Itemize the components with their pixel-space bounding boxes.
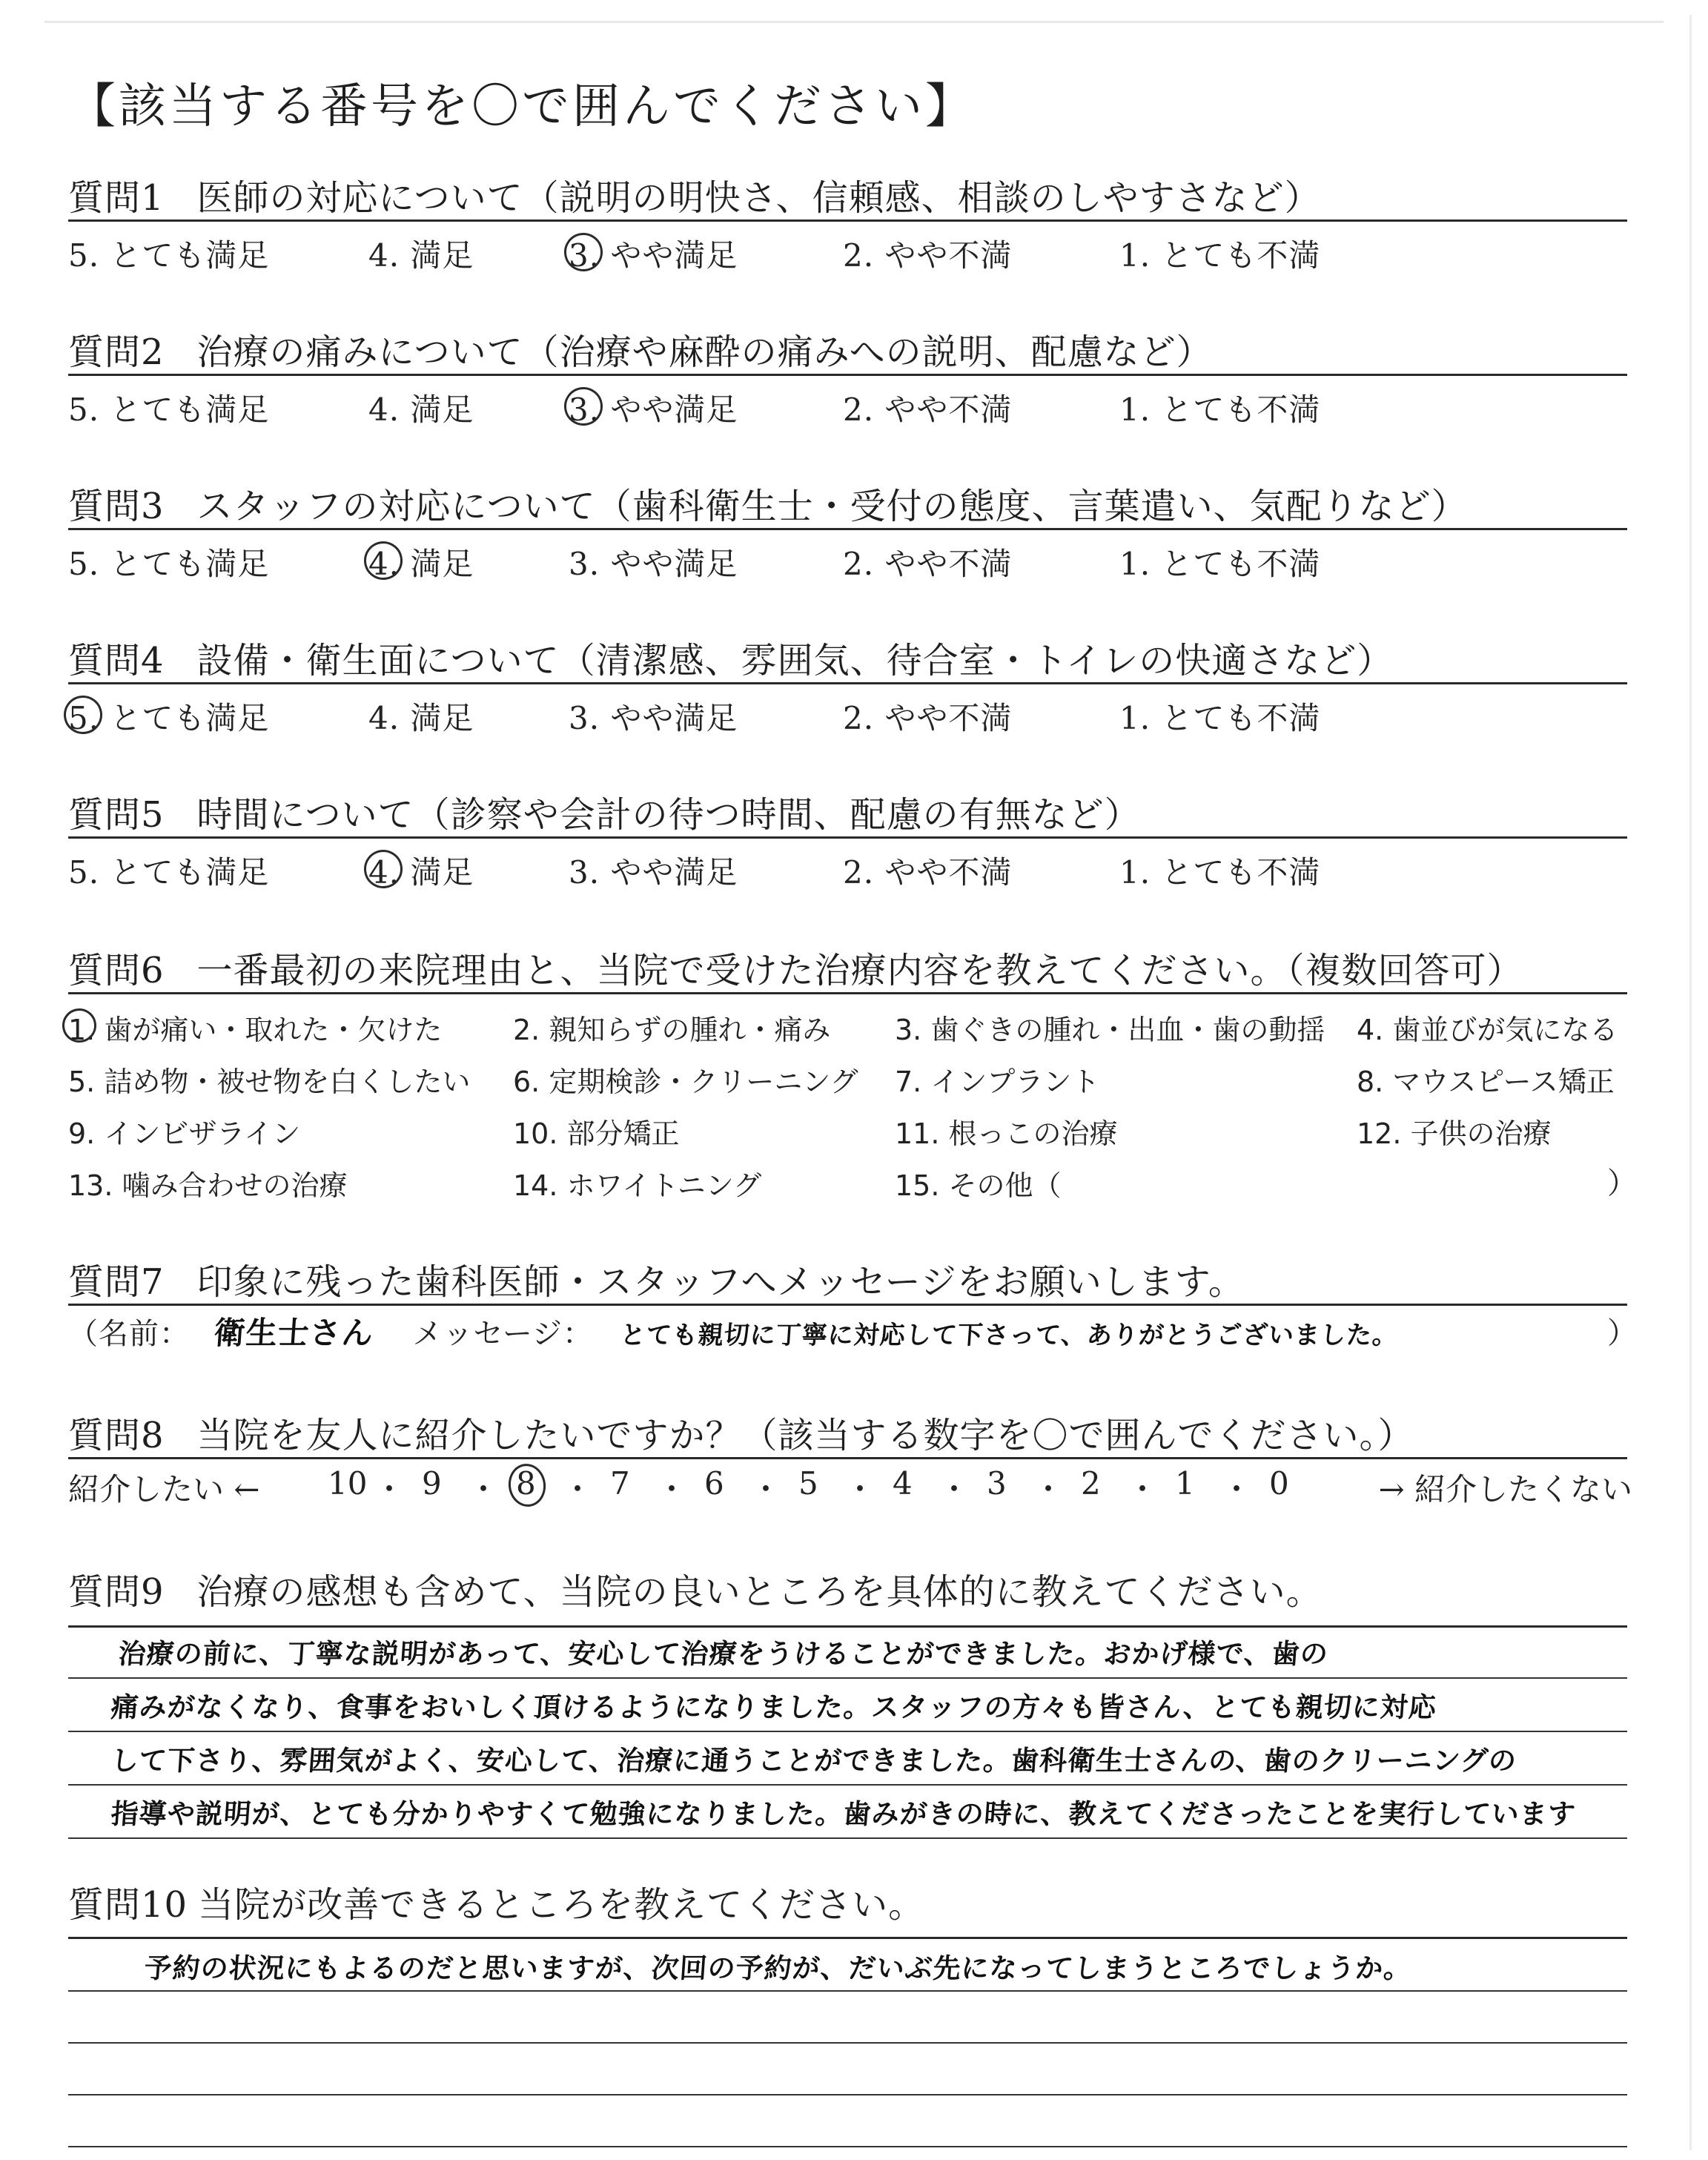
q7-name-value[interactable]: 衛生士さん [212,1315,375,1351]
q3-option-5[interactable]: 5. とても満足 [68,546,270,582]
q3-option-1[interactable]: 1. とても不満 [1119,546,1321,582]
q7-close-paren: ） [1607,1316,1637,1350]
q2-option-3[interactable]: 3. やや満足 [569,386,738,430]
q8-scale-4[interactable]: 4 [893,1465,913,1502]
q6-item-label: 7. インプラント [895,1066,1100,1098]
q9-answer-rule [68,1837,1627,1839]
selection-circle [562,385,606,429]
q8-separator: ・ [1221,1471,1253,1507]
q8-separator: ・ [844,1471,876,1507]
q7-name-label: （名前： [68,1317,190,1351]
selection-circle [62,693,105,737]
q6-item-label: 8. マウスピース矯正 [1357,1066,1615,1098]
q9-answer-rule [68,1784,1627,1786]
q8-scale [68,1465,1632,1510]
selection-circle [562,231,606,274]
q2-option-1[interactable]: 1. とても不満 [1119,392,1321,428]
q3-title: 質問3 スタッフの対応について（歯科衛生士・受付の態度、言葉遣い、気配りなど） [68,486,1468,527]
q6-item-label: 14. ホワイトニング [513,1169,762,1202]
q10-answer-line[interactable]: 予約の状況にもよるのだと思いますが、次回の予約が、だいぶ先になってしまうところでしょうか。 [143,1952,1413,1984]
q1-option-5[interactable]: 5. とても満足 [68,237,270,274]
q8-separator: ・ [1033,1471,1065,1507]
q4-option-4[interactable]: 4. 満足 [368,700,474,736]
q8-scale-0[interactable]: 0 [1269,1465,1289,1502]
q8-scale-10[interactable]: 10 [328,1465,368,1502]
q1-option-4[interactable]: 4. 満足 [368,237,474,274]
selection-circle [60,1006,99,1045]
q2-option-2[interactable]: 2. やや不満 [843,392,1013,428]
q7-rule [68,1304,1627,1306]
q8-title: 質問8 当院を友人に紹介したいですか？（該当する数字を〇で囲んでください。） [68,1415,1414,1456]
q9-rule [68,1625,1627,1628]
q6-item-label: 12. 子供の治療 [1357,1117,1552,1150]
q9-title: 質問9 治療の感想も含めて、当院の良いところを具体的に教えてください。 [68,1571,1323,1613]
page-top-edge [44,21,1664,23]
q9-answer-rule [68,1677,1627,1679]
q5-option-2[interactable]: 2. やや不満 [843,854,1013,891]
q6-item-label: 11. 根っこの治療 [895,1117,1118,1150]
q4-option-1[interactable]: 1. とても不満 [1119,700,1321,736]
q9-answer-line[interactable]: 痛みがなくなり、食事をおいしく頂けるようになりました。スタッフの方々も皆さん、とても親切に対応 [110,1691,1438,1723]
q4-option-3[interactable]: 3. やや満足 [569,700,738,736]
q4-option-5[interactable]: 5. とても満足 [68,694,269,739]
q5-rule [68,836,1627,839]
q9-answer-line[interactable]: 治療の前に、丁寧な説明があって、安心して治療をうけることができました。おかげ様で、歯の [117,1638,1330,1670]
q6-item-label: 2. 親知らずの腫れ・痛み [513,1014,831,1046]
q6-item-label: 4. 歯並びが気になる [1357,1014,1618,1046]
q8-scale-6[interactable]: 6 [704,1465,724,1502]
q4-option-2[interactable]: 2. やや不満 [843,700,1013,736]
q8-scale-8[interactable]: 8 [516,1465,536,1502]
page-right-edge [1689,15,1692,2150]
q7-message-label: メッセージ： [412,1317,594,1351]
selection-circle [362,539,406,583]
q10-answer-rule [68,1990,1627,1992]
q6-item-label: 1. 歯が痛い・取れた・欠けた [68,1007,442,1048]
q8-right-label: → 紹介したくない [1378,1471,1632,1507]
q8-separator: ・ [750,1471,782,1507]
q5-option-1[interactable]: 1. とても不満 [1119,854,1321,891]
q6-rule [68,992,1627,994]
q6-title: 質問6 一番最初の来院理由と、当院で受けた治療内容を教えてください。（複数回答可） [68,950,1523,991]
q10-answer-rule [68,2094,1627,2095]
q4-rule [68,682,1627,684]
q8-scale-1[interactable]: 1 [1175,1465,1195,1502]
q8-scale-5[interactable]: 5 [798,1465,818,1502]
q7-message-value[interactable]: とても親切に丁寧に対応して下さって、ありがとうございました。 [619,1321,1400,1350]
q5-option-3[interactable]: 3. やや満足 [569,854,738,891]
q5-option-5[interactable]: 5. とても満足 [68,854,270,891]
q1-rule [68,219,1627,222]
q8-scale-9[interactable]: 9 [422,1465,442,1502]
q6-item-label: 9. インビザライン [68,1117,301,1150]
q2-rule [68,374,1627,376]
q1-option-2[interactable]: 2. やや不満 [843,237,1013,274]
q8-scale-7[interactable]: 7 [610,1465,630,1502]
q9-answer-rule [68,1731,1627,1732]
q8-separator: ・ [656,1471,688,1507]
q6-other-close-paren: ） [1607,1166,1637,1200]
q6-item-label: 6. 定期検診・クリーニング [513,1066,858,1098]
q7-message-row [68,1309,1398,1353]
q10-rule [68,1937,1627,1939]
q8-separator: ・ [1127,1471,1159,1507]
q8-separator: ・ [468,1471,500,1507]
q1-option-1[interactable]: 1. とても不満 [1119,237,1321,274]
q10-title: 質問10 当院が改善できるところを教えてください。 [68,1884,925,1926]
q3-option-3[interactable]: 3. やや満足 [569,546,738,582]
q2-title: 質問2 治療の痛みについて（治療や麻酔の痛みへの説明、配慮など） [68,331,1213,373]
q1-title: 質問1 医師の対応について（説明の明快さ、信頼感、相談のしやすさなど） [68,177,1321,219]
q6-item-label: 15. その他（ [895,1169,1062,1202]
form-heading: 【該当する番号を〇で囲んでください】 [68,79,976,134]
q7-title: 質問7 印象に残った歯科医師・スタッフへメッセージをお願いします。 [68,1261,1245,1303]
q8-scale-3[interactable]: 3 [987,1465,1007,1502]
q5-title: 質問5 時間について（診察や会計の待つ時間、配慮の有無など） [68,794,1141,836]
q10-answer-rule [68,2042,1627,2044]
q2-option-5[interactable]: 5. とても満足 [68,392,270,428]
selection-circle [362,848,406,891]
q8-separator: ・ [374,1471,406,1507]
q8-scale-2[interactable]: 2 [1081,1465,1101,1502]
selection-circle [506,1462,549,1509]
q6-item-label: 10. 部分矯正 [513,1117,680,1150]
q9-answer-line[interactable]: して下さり、雰囲気がよく、安心して、治療に通うことができました。歯科衛生士さんの、歯のクリーニングの [110,1745,1518,1777]
q10-answer-rule [68,2146,1627,2147]
q8-separator: ・ [939,1471,970,1507]
q8-separator: ・ [562,1471,594,1507]
q3-option-2[interactable]: 2. やや不満 [843,546,1013,582]
q8-rule [68,1457,1627,1459]
q6-item-label: 3. 歯ぐきの腫れ・出血・歯の動揺 [895,1014,1325,1046]
q1-option-3[interactable]: 3. やや満足 [569,231,738,276]
q5-option-4[interactable]: 4. 満足 [368,848,474,893]
q8-left-label: 紹介したい ← [68,1471,260,1507]
q9-answer-line[interactable]: 指導や説明が、とても分かりやすくて勉強になりました。歯みがきの時に、教えてくださったことを実行しています [110,1798,1578,1830]
q3-option-4[interactable]: 4. 満足 [368,540,474,584]
q6-item-label: 13. 噛み合わせの治療 [68,1169,348,1202]
q3-rule [68,528,1627,530]
q2-option-4[interactable]: 4. 満足 [368,392,474,428]
q4-title: 質問4 設備・衛生面について（清潔感、雰囲気、待合室・トイレの快適さなど） [68,640,1394,681]
q6-item-label: 5. 詰め物・被せ物を白くしたい [68,1066,471,1098]
